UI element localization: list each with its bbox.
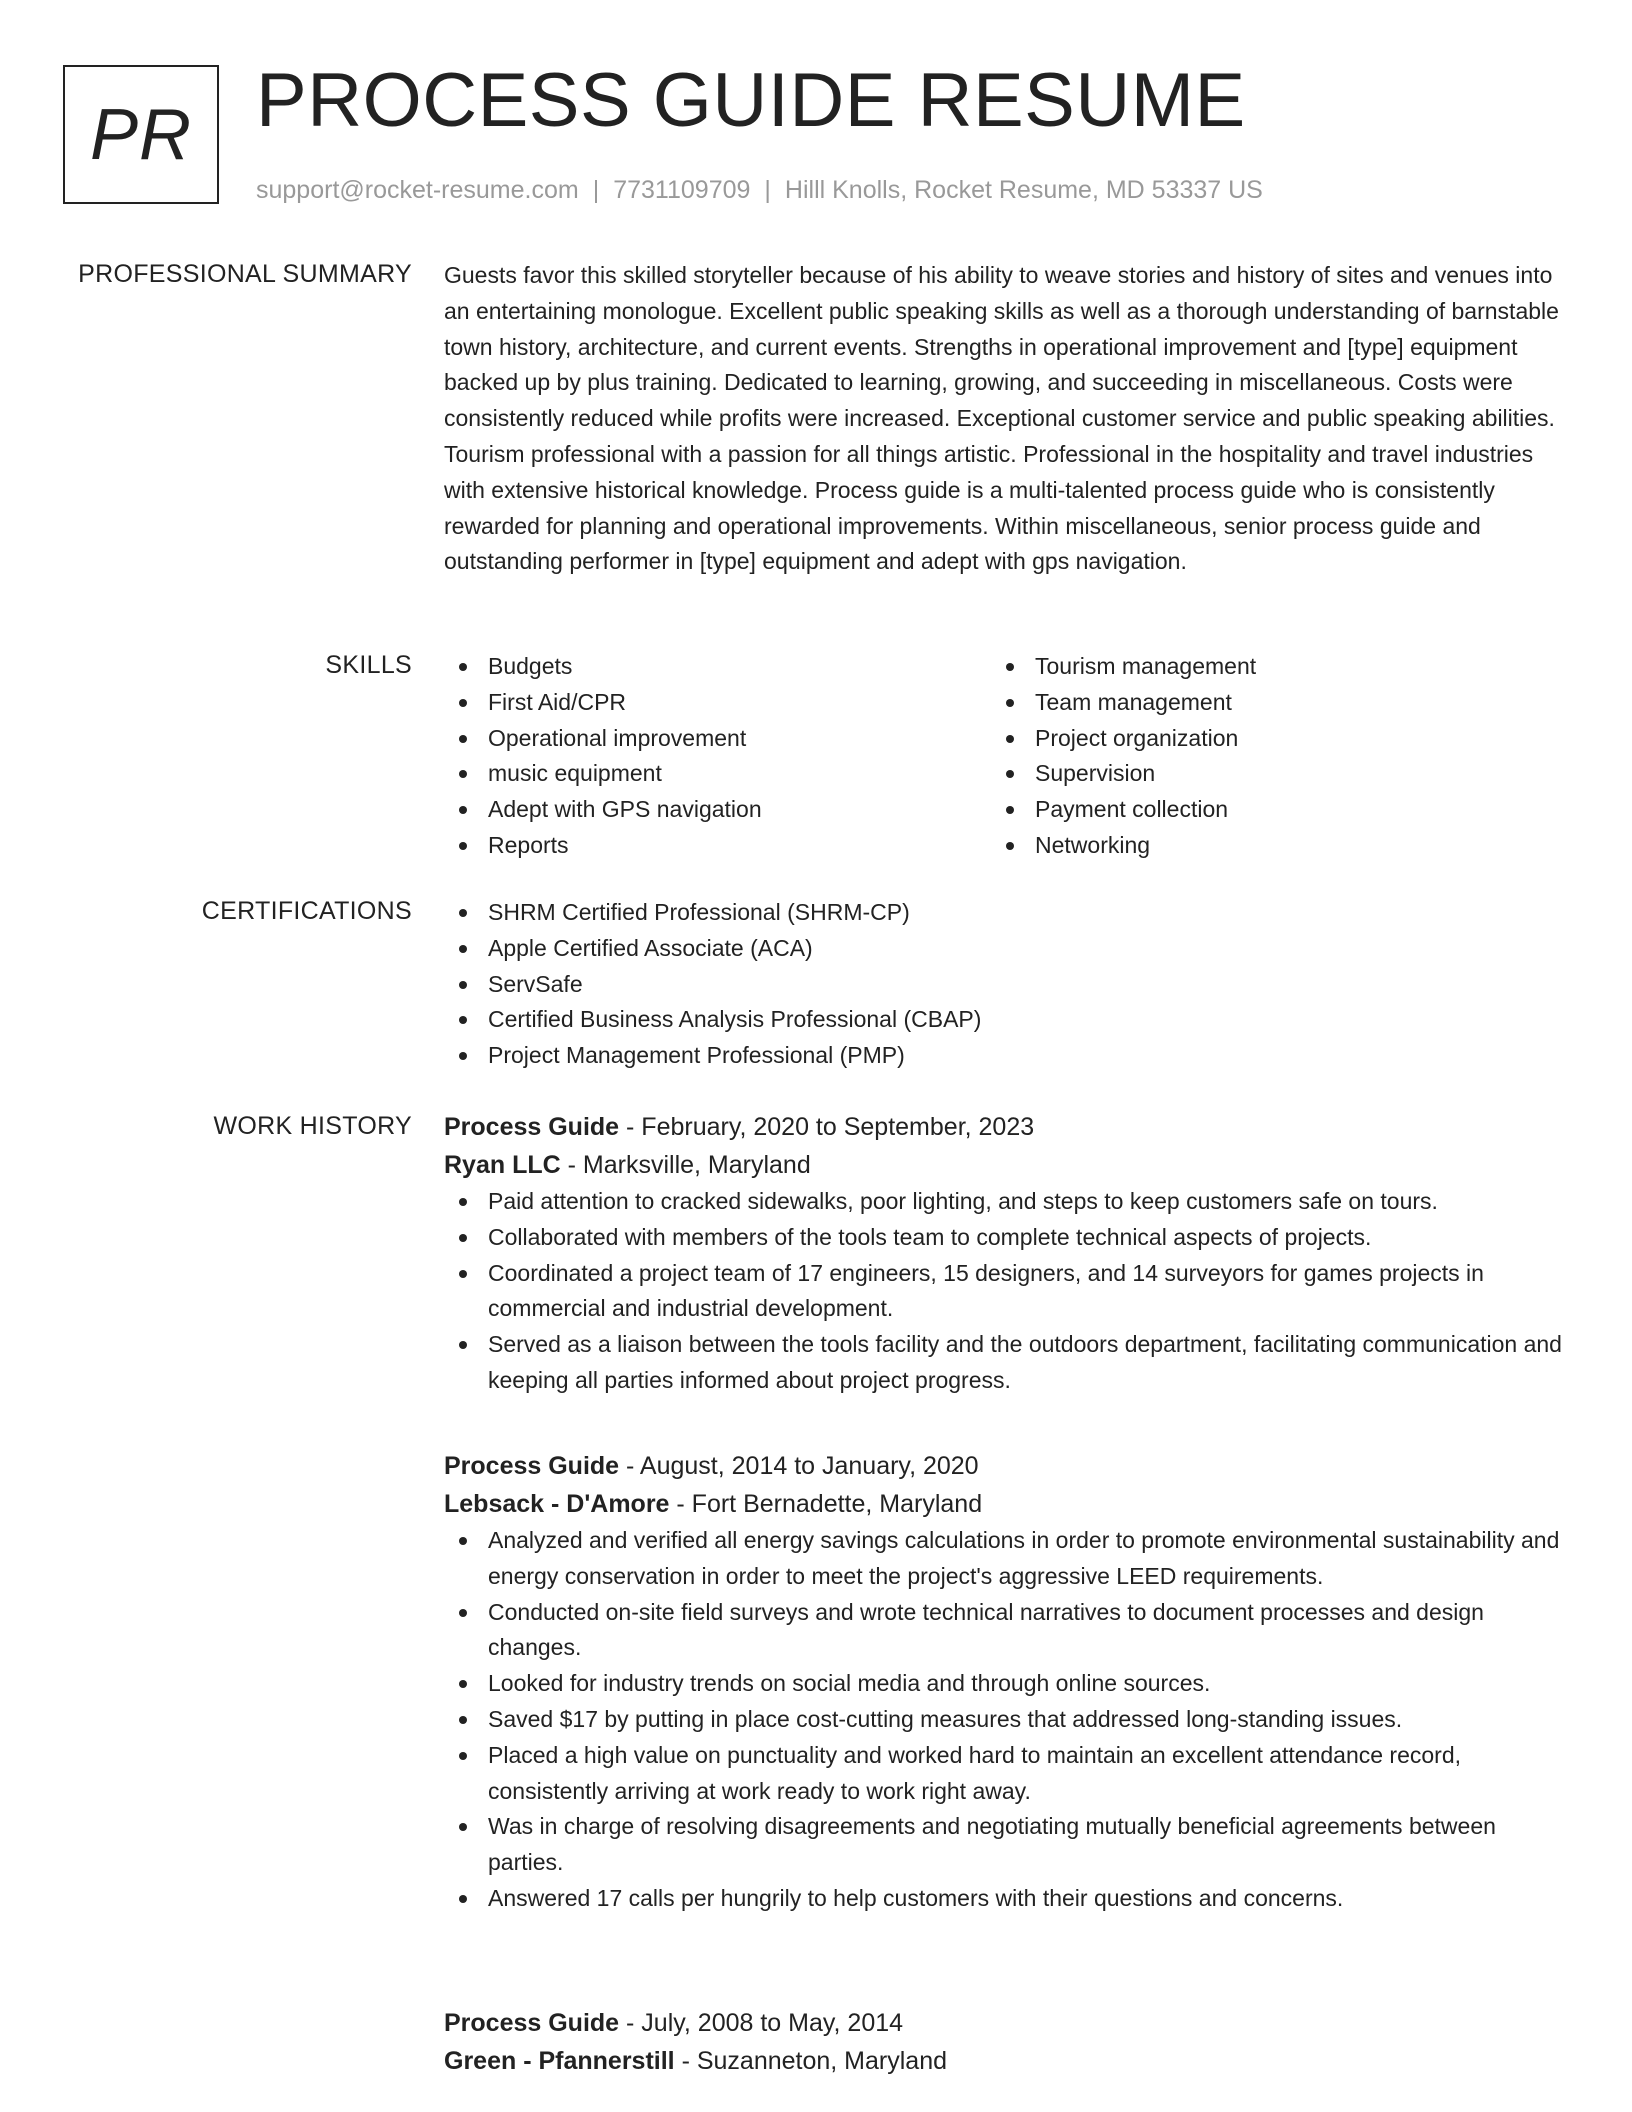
contact-address: Hilll Knolls, Rocket Resume, MD 53337 US (784, 176, 1263, 204)
skill-item: Networking (991, 828, 1256, 864)
job-company-line (444, 1146, 1564, 1184)
job-location: - Suzanneton, Maryland (674, 2047, 948, 2075)
certifications-body (444, 895, 1564, 1074)
summary-text: Guests favor this skilled storyteller because of his ability to weave stories and history of sites and venues into an entertaining monologue. Excellent public speaking skills as well as a thorough understanding of barnstable town history, architecture, and current events. Strengths in operational improvement and [type] equipment backed up by plus training. Dedicated to learning, growing, and succeeding in miscellaneous. Costs were consistently reduced while profits were increased. Exceptional customer service and public speaking abilities. Tourism professional with a passion for all things artistic. Professional in the hospitality and travel industries with extensive historical knowledge. Process guide is a multi-talented process guide who is consistently rewarded for planning and operational improvements. Within miscellaneous, senior process guide and outstanding performer in [type] equipment and adept with gps navigation. (444, 262, 1559, 575)
job-bullet: Saved $17 by putting in place cost-cutting measures that addressed long-standing issues. (444, 1702, 1564, 1738)
job-company: Green - Pfannerstill (444, 2047, 675, 2075)
skill-item: First Aid/CPR (444, 685, 762, 721)
skill-item: Payment collection (991, 792, 1256, 828)
job-title-line (444, 2004, 1564, 2042)
skill-item: Budgets (444, 649, 762, 685)
section-label-summary: PROFESSIONAL SUMMARY (78, 260, 412, 288)
skill-item: music equipment (444, 756, 762, 792)
job-bullet: Was in charge of resolving disagreements and negotiating mutually beneficial agreements between parties. (444, 1809, 1564, 1881)
job-location: - Fort Bernadette, Maryland (669, 1490, 983, 1518)
job-entry (444, 2004, 1564, 2080)
skills-list-right (991, 649, 1256, 864)
job-bullet: Paid attention to cracked sidewalks, poor lighting, and steps to keep customers safe on tours. (444, 1184, 1564, 1220)
job-bullet: Placed a high value on punctuality and worked hard to maintain an excellent attendance record, consistently arriving at work ready to work right away. (444, 1738, 1564, 1810)
certification-item: ServSafe (444, 967, 1564, 1003)
section-label-work-history: WORK HISTORY (213, 1112, 412, 1140)
monogram-initials: PR (89, 94, 193, 175)
skill-item: Reports (444, 828, 762, 864)
job-title: Process Guide (444, 1113, 620, 1141)
contact-phone: 7731109709 (613, 176, 751, 204)
job-bullet: Served as a liaison between the tools facility and the outdoors department, facilitating communication and keeping all parties informed about project progress. (444, 1327, 1564, 1399)
skill-item: Adept with GPS navigation (444, 792, 762, 828)
job-title: Process Guide (444, 2009, 620, 2037)
job-location: - Marksville, Maryland (560, 1151, 811, 1179)
job-entry (444, 1108, 1564, 1399)
skills-grid (444, 649, 1564, 865)
job-company-line (444, 1485, 1564, 1523)
job-company-line (444, 2042, 1564, 2080)
skill-item: Tourism management (991, 649, 1256, 685)
contact-line (256, 174, 1263, 206)
job-bullet: Collaborated with members of the tools team to complete technical aspects of projects. (444, 1220, 1564, 1256)
skills-list-left (444, 649, 762, 864)
job-bullet: Answered 17 calls per hungrily to help customers with their questions and concerns. (444, 1881, 1564, 1917)
certifications-list (444, 895, 1564, 1074)
job-bullets (444, 1184, 1564, 1399)
contact-separator: | (592, 176, 600, 204)
certification-item: Certified Business Analysis Professional (CBAP) (444, 1002, 1564, 1038)
job-dates: - July, 2008 to May, 2014 (619, 2009, 904, 2037)
job-dates: - August, 2014 to January, 2020 (619, 1452, 979, 1480)
contact-email: support@rocket-resume.com (256, 176, 579, 204)
certification-item: Apple Certified Associate (ACA) (444, 931, 1564, 967)
skill-item: Operational improvement (444, 721, 762, 757)
certification-item: Project Management Professional (PMP) (444, 1038, 1564, 1074)
job-bullet: Looked for industry trends on social media and through online sources. (444, 1666, 1564, 1702)
resume-title: PROCESS GUIDE RESUME (256, 58, 1246, 143)
job-bullet: Conducted on-site field surveys and wrote technical narratives to document processes and design changes. (444, 1595, 1564, 1667)
skill-item: Supervision (991, 756, 1256, 792)
job-title-line (444, 1108, 1564, 1146)
job-bullets (444, 1523, 1564, 1917)
section-label-certifications: CERTIFICATIONS (201, 897, 412, 925)
section-label-skills: SKILLS (325, 651, 412, 679)
job-company: Lebsack - D'Amore (444, 1490, 670, 1518)
job-title-line (444, 1447, 1564, 1485)
skill-item: Project organization (991, 721, 1256, 757)
job-company: Ryan LLC (444, 1151, 561, 1179)
contact-separator: | (764, 176, 771, 204)
job-bullet: Analyzed and verified all energy savings calculations in order to promote environmental sustainability and energy conservation in order to meet the project's aggressive LEED requirements. (444, 1523, 1564, 1595)
job-dates: - February, 2020 to September, 2023 (619, 1113, 1035, 1141)
certification-item: SHRM Certified Professional (SHRM-CP) (444, 895, 1564, 931)
job-title: Process Guide (444, 1452, 620, 1480)
monogram-box (63, 65, 219, 204)
job-entry (444, 1447, 1564, 1917)
job-bullet: Coordinated a project team of 17 engineers, 15 designers, and 14 surveyors for games projects in commercial and industrial development. (444, 1256, 1564, 1328)
skill-item: Team management (991, 685, 1256, 721)
